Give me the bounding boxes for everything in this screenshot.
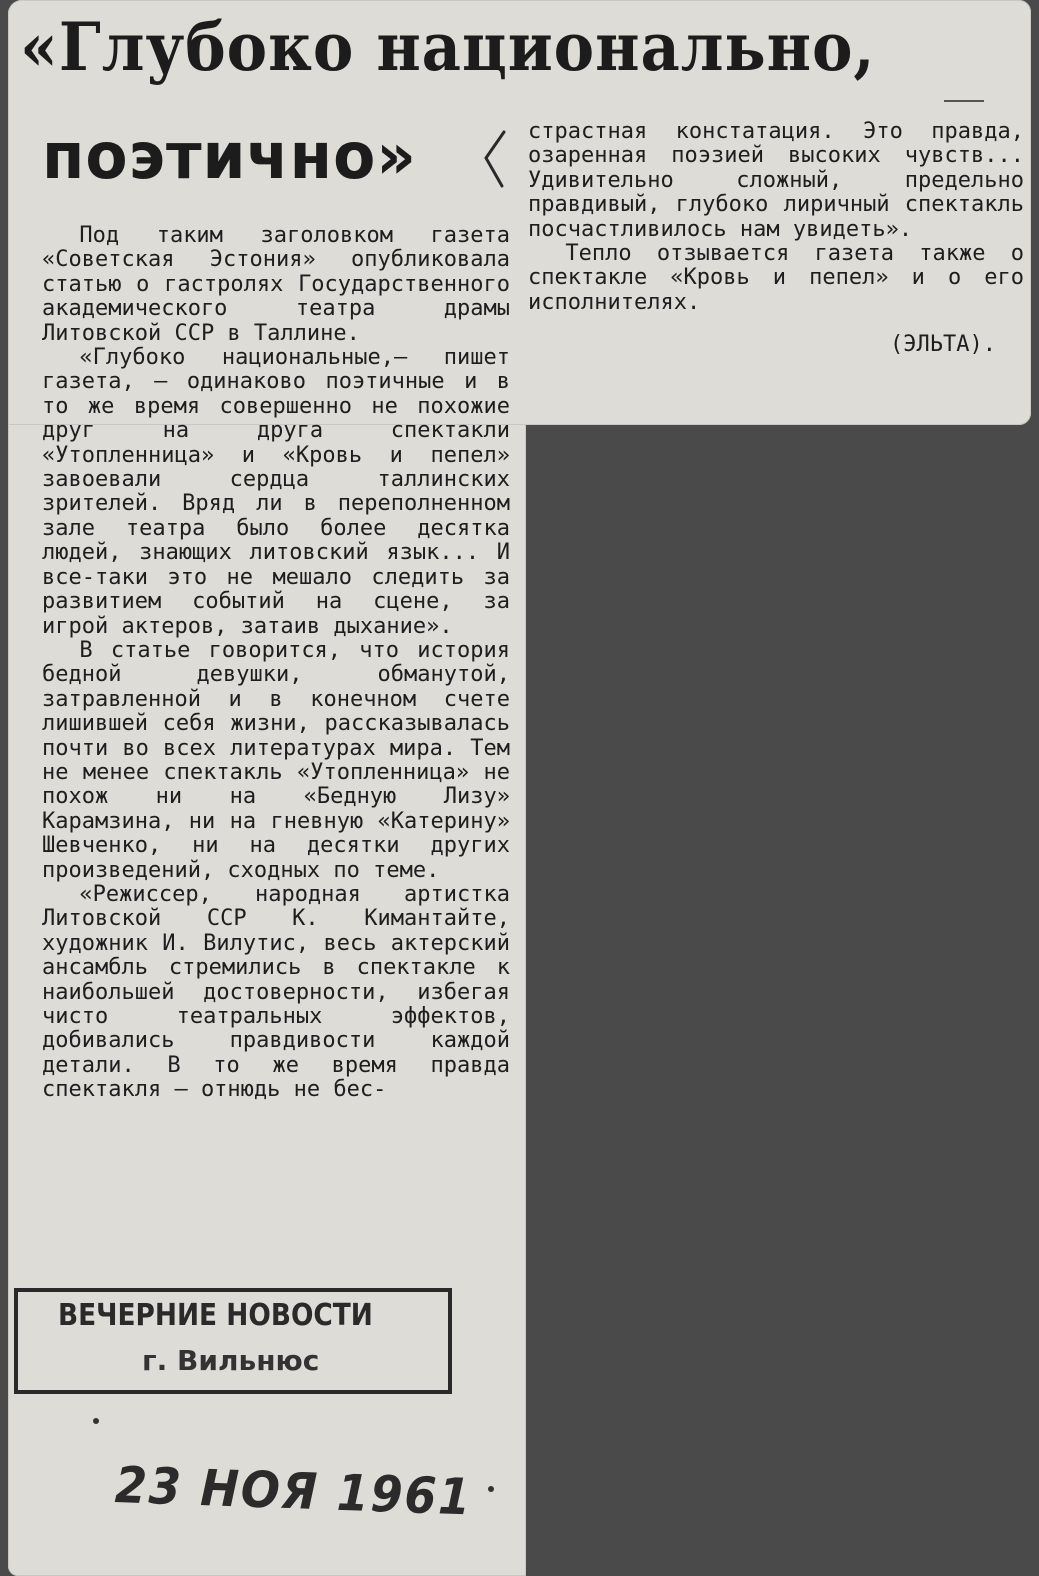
newspaper-source-stamp	[14, 1288, 452, 1394]
handwritten-check-mark	[474, 128, 514, 194]
article-paragraph: В статье говорится, что история бедной девушки, обманутой, затравленной и в конечном счете лишившей себя жизни, рассказывалась почти во всех литературах мира. Тем не менее спектакль «Утопленница» не похож ни на «Бедную Лизу» Карамзина, ни на гневную «Катерину» Шевченко, ни на десятки других произведений, сходных по теме.	[42, 637, 510, 883]
headline-line-1: «Глубоко национально,	[20, 8, 876, 86]
article-column-left	[42, 224, 510, 1103]
rule-mark	[944, 100, 984, 102]
article-paragraph: «Режиссер, народная артистка Литовской ССР К. Кимантайте, художник И. Вилутис, весь актерский ансамбль стремились в спектакле к наибольшей достоверности, избегая чисто театральных эффектов, добивались правдивости каждой детали. В то же время правда спектакля — отнюдь не бес-	[42, 881, 510, 1103]
news-agency-signoff: (ЭЛЬТА).	[890, 332, 996, 358]
ink-speck	[93, 1418, 99, 1424]
stamp-newspaper-name: ВЕЧЕРНИЕ НОВОСТИ	[58, 1298, 373, 1333]
article-paragraph: Под таким заголовком газета «Советская Эстония» опубликовала статью о гастролях Государственного академического театра драмы Литовской ССР в Таллине.	[42, 223, 510, 346]
headline-line-2: поэтично»	[42, 120, 417, 194]
article-column-right	[528, 120, 1024, 358]
date-stamp: 23 НОЯ 1961	[113, 1456, 474, 1527]
article-paragraph: страстная констатация. Это правда, озаренная поэзией высоких чувств... Удивительно сложный, предельно правдивый, глубоко лиричный спектакль посчастливилось нам увидеть».	[528, 119, 1024, 242]
stamp-city: г. Вильнюс	[142, 1344, 320, 1377]
ink-speck	[488, 1486, 494, 1492]
article-paragraph: Тепло отзывается газета также о спектакле «Кровь и пепел» и о его исполнителях.	[528, 241, 1024, 315]
article-paragraph: «Глубоко национальные,— пишет газета, — одинаково поэтичные и в то же время совершенно не похожие друг на друга спектакли «Утопленница» и «Кровь и пепел» завоевали сердца таллинских зрителей. Вряд ли в переполненном зале театра было более десятка людей, знающих литовский язык... И все-таки это не мешало следить за развитием событий на сцене, за игрой актеров, затаив дыхание».	[42, 345, 510, 639]
